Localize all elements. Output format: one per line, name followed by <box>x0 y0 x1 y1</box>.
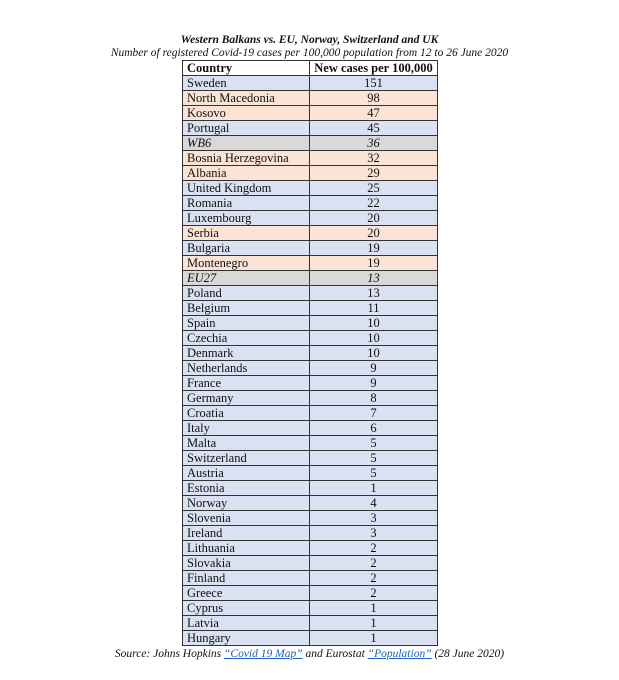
cases-cell: 19 <box>310 241 438 256</box>
table-row <box>183 391 438 406</box>
cases-cell: 2 <box>310 586 438 601</box>
cases-cell: 5 <box>310 436 438 451</box>
country-cell: United Kingdom <box>183 181 310 196</box>
table-body <box>183 76 438 646</box>
table-row <box>183 196 438 211</box>
country-cell: Portugal <box>183 121 310 136</box>
country-cell: Italy <box>183 421 310 436</box>
cases-cell: 3 <box>310 511 438 526</box>
table-row <box>183 616 438 631</box>
country-cell: Romania <box>183 196 310 211</box>
table-row <box>183 481 438 496</box>
table-row <box>183 511 438 526</box>
cases-cell: 9 <box>310 376 438 391</box>
table-row <box>183 451 438 466</box>
covid-map-link[interactable]: “Covid 19 Map” <box>224 648 303 660</box>
cases-cell: 10 <box>310 331 438 346</box>
cases-cell: 1 <box>310 616 438 631</box>
country-cell: Norway <box>183 496 310 511</box>
country-cell: Latvia <box>183 616 310 631</box>
country-cell: Slovenia <box>183 511 310 526</box>
cases-cell: 47 <box>310 106 438 121</box>
table-row <box>183 106 438 121</box>
cases-cell: 45 <box>310 121 438 136</box>
cases-cell: 36 <box>310 136 438 151</box>
table-row <box>183 571 438 586</box>
source-middle: and Eurostat <box>302 648 368 660</box>
cases-cell: 32 <box>310 151 438 166</box>
table-row <box>183 526 438 541</box>
country-cell: Ireland <box>183 526 310 541</box>
country-cell: Germany <box>183 391 310 406</box>
covid-cases-table <box>182 60 438 646</box>
cases-cell: 19 <box>310 256 438 271</box>
cases-cell: 2 <box>310 571 438 586</box>
country-cell: Bosnia Herzegovina <box>183 151 310 166</box>
table-row <box>183 436 438 451</box>
country-cell: Switzerland <box>183 451 310 466</box>
country-cell: Malta <box>183 436 310 451</box>
cases-cell: 1 <box>310 481 438 496</box>
table-row <box>183 541 438 556</box>
cases-cell: 13 <box>310 271 438 286</box>
country-cell: Spain <box>183 316 310 331</box>
table-row <box>183 301 438 316</box>
country-cell: Lithuania <box>183 541 310 556</box>
country-cell: Greece <box>183 586 310 601</box>
document-title: Western Balkans vs. EU, Norway, Switzerland and UK <box>180 34 439 46</box>
country-cell: Cyprus <box>183 601 310 616</box>
table-row <box>183 361 438 376</box>
cases-cell: 29 <box>310 166 438 181</box>
country-cell: Albania <box>183 166 310 181</box>
country-cell: Kosovo <box>183 106 310 121</box>
table-row <box>183 601 438 616</box>
document-subtitle: Number of registered Covid-19 cases per 100,000 population from 12 to 26 June 2020 <box>110 47 509 59</box>
country-cell: Montenegro <box>183 256 310 271</box>
table-row <box>183 181 438 196</box>
cases-cell: 10 <box>310 346 438 361</box>
country-cell: Serbia <box>183 226 310 241</box>
table-row <box>183 496 438 511</box>
country-cell: Croatia <box>183 406 310 421</box>
table-row <box>183 631 438 646</box>
table-row <box>183 286 438 301</box>
source-note <box>0 648 619 660</box>
table-row <box>183 586 438 601</box>
cases-cell: 2 <box>310 556 438 571</box>
cases-cell: 13 <box>310 286 438 301</box>
country-cell: Luxembourg <box>183 211 310 226</box>
cases-cell: 9 <box>310 361 438 376</box>
country-cell: Denmark <box>183 346 310 361</box>
source-prefix: Source: Johns Hopkins <box>114 648 225 660</box>
country-cell: Czechia <box>183 331 310 346</box>
cases-cell: 3 <box>310 526 438 541</box>
cases-cell: 1 <box>310 601 438 616</box>
table-row <box>183 466 438 481</box>
cases-cell: 11 <box>310 301 438 316</box>
cases-cell: 5 <box>310 466 438 481</box>
source-suffix: (28 June 2020) <box>431 648 505 660</box>
table-row <box>183 91 438 106</box>
country-cell: Finland <box>183 571 310 586</box>
table-row <box>183 556 438 571</box>
table-row <box>183 151 438 166</box>
table-header-row <box>183 61 438 76</box>
table-row <box>183 76 438 91</box>
cases-cell: 7 <box>310 406 438 421</box>
cases-cell: 20 <box>310 226 438 241</box>
country-cell: Netherlands <box>183 361 310 376</box>
country-cell: Estonia <box>183 481 310 496</box>
cases-column-header: New cases per 100,000 <box>310 61 438 76</box>
table-row <box>183 166 438 181</box>
country-column-header: Country <box>183 61 310 76</box>
table-row <box>183 226 438 241</box>
table-row <box>183 256 438 271</box>
table-row <box>183 121 438 136</box>
cases-cell: 2 <box>310 541 438 556</box>
country-cell: Hungary <box>183 631 310 646</box>
table-row <box>183 136 438 151</box>
table-row <box>183 316 438 331</box>
cases-cell: 25 <box>310 181 438 196</box>
cases-cell: 1 <box>310 631 438 646</box>
table-row <box>183 421 438 436</box>
country-cell: North Macedonia <box>183 91 310 106</box>
population-link[interactable]: “Population” <box>367 648 432 660</box>
table-row <box>183 241 438 256</box>
cases-cell: 5 <box>310 451 438 466</box>
cases-cell: 151 <box>310 76 438 91</box>
country-cell: WB6 <box>183 136 310 151</box>
table-row <box>183 331 438 346</box>
country-cell: Belgium <box>183 301 310 316</box>
country-cell: France <box>183 376 310 391</box>
country-cell: Austria <box>183 466 310 481</box>
cases-cell: 10 <box>310 316 438 331</box>
cases-cell: 20 <box>310 211 438 226</box>
cases-cell: 4 <box>310 496 438 511</box>
cases-cell: 98 <box>310 91 438 106</box>
table-row <box>183 271 438 286</box>
country-cell: Bulgaria <box>183 241 310 256</box>
table-row <box>183 406 438 421</box>
country-cell: Poland <box>183 286 310 301</box>
country-cell: Sweden <box>183 76 310 91</box>
cases-cell: 8 <box>310 391 438 406</box>
table-row <box>183 376 438 391</box>
country-cell: Slovakia <box>183 556 310 571</box>
table-row <box>183 346 438 361</box>
table-row <box>183 211 438 226</box>
cases-cell: 6 <box>310 421 438 436</box>
cases-cell: 22 <box>310 196 438 211</box>
country-cell: EU27 <box>183 271 310 286</box>
